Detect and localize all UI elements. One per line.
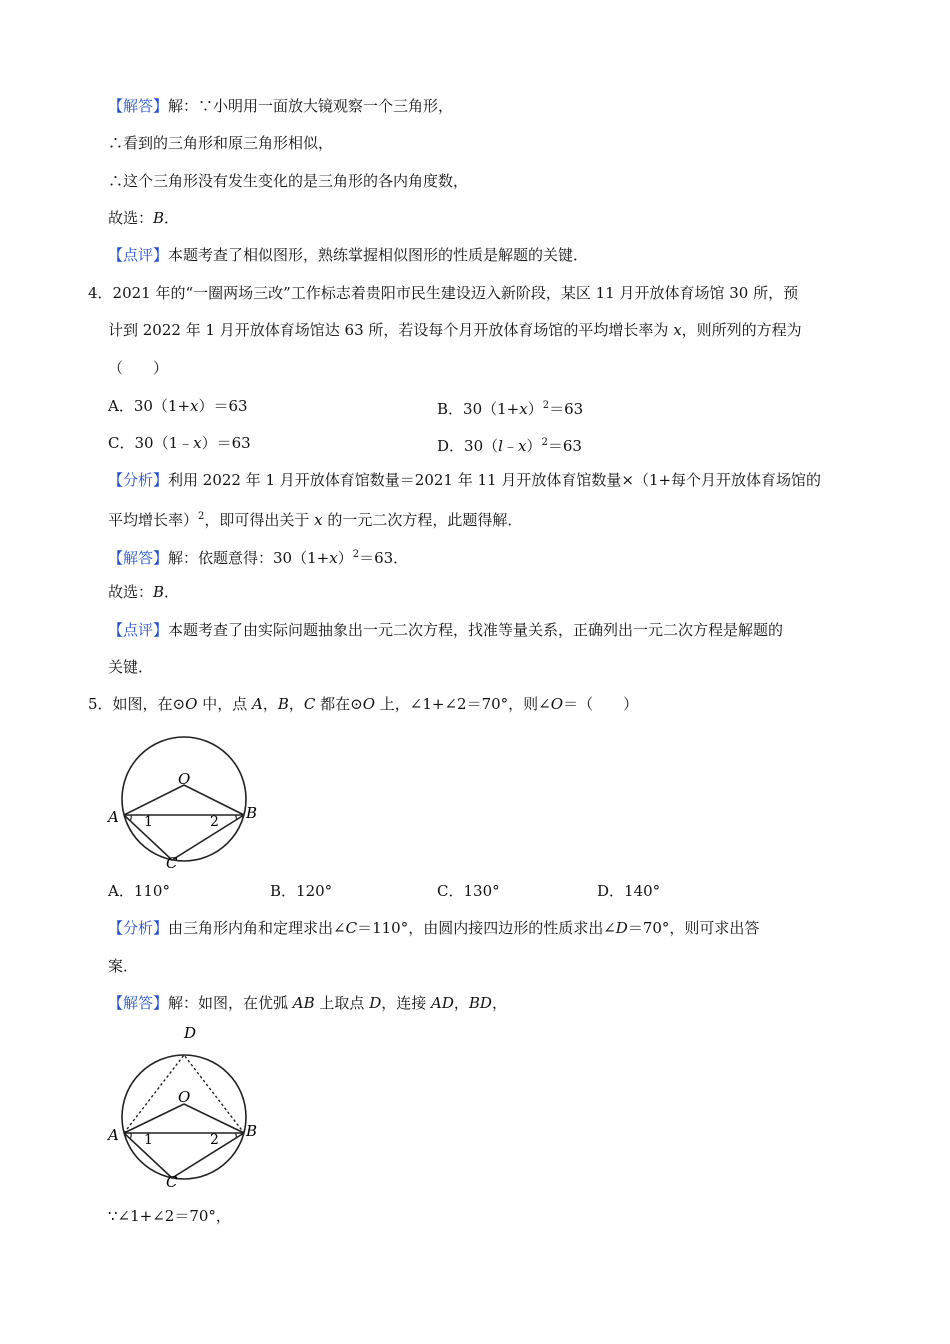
- review-text: 本题考查了相似图形，熟练掌握相似图形的性质是解题的关键．: [168, 246, 589, 264]
- stem-text: ，: [288, 695, 304, 713]
- q4-stem-text-end: ，则所列的方程为: [681, 321, 802, 339]
- choose-letter: B: [153, 583, 165, 601]
- q4-analysis-line-1: [108, 469, 821, 491]
- angle-mark-1: [130, 1133, 131, 1139]
- opt-var: x: [517, 437, 527, 455]
- opt-sup: 2: [542, 400, 550, 411]
- stem-var: O: [362, 695, 376, 713]
- q4-option-c: [108, 432, 251, 454]
- analysis-var: D: [615, 919, 628, 937]
- reason-line-2: ∴这个三角形没有发生变化的是三角形的各内角度数，: [108, 172, 469, 190]
- circle: [122, 1055, 246, 1179]
- choose-prefix: 故选：: [108, 209, 154, 227]
- opt-text: ＝63: [547, 437, 582, 455]
- answer-text: 解：依题意得：30（1+: [168, 549, 330, 567]
- choose-letter: B: [153, 209, 165, 227]
- answer-text: 解：如图，在优弧: [168, 994, 293, 1012]
- answer-var: AD: [431, 994, 454, 1012]
- opt-text: C．30（1﹣: [108, 434, 194, 452]
- answer-tag: 【解答】: [108, 97, 169, 115]
- q5-option-c: C．130°: [437, 882, 500, 900]
- q4-stem-text: 计到 2022 年 1 月开放体育场馆达 63 所，若设每个月开放体育场馆的平均增长率为: [108, 321, 674, 339]
- review-tag: 【点评】: [108, 621, 169, 639]
- stem-var: O: [185, 695, 198, 713]
- analysis-text: 由三角形内角和定理求出∠: [168, 919, 346, 937]
- reason-line-1: ∴看到的三角形和原三角形相似，: [108, 134, 334, 152]
- q5-last-line: ∵∠1+∠2＝70°，: [108, 1207, 231, 1225]
- answer-var: D: [369, 994, 382, 1012]
- opt-text: ＝63: [549, 400, 584, 418]
- answer-line: [108, 95, 453, 117]
- q4-choose-line: [108, 581, 179, 603]
- q5-option-d: D．140°: [597, 882, 661, 900]
- stem-text: ＝（ ）: [563, 695, 639, 713]
- chords-ac-bc: [124, 1133, 244, 1178]
- opt-text: ）: [526, 437, 542, 455]
- answer-text: ，: [491, 994, 507, 1012]
- stem-text: 中，点: [197, 695, 252, 713]
- opt-text: ）＝63: [198, 397, 248, 415]
- label-1: 1: [144, 1132, 153, 1148]
- opt-var: l: [498, 437, 503, 455]
- q5-analysis-line-1: [108, 917, 759, 939]
- analysis-var: C: [345, 919, 358, 937]
- q4-review-line-2: 关键．: [108, 658, 154, 676]
- choose-suffix: ．: [164, 209, 180, 227]
- opt-text: B．30（1+: [437, 400, 520, 418]
- opt-sup: 2: [541, 437, 548, 448]
- analysis-text: ＝70°，则可求出答: [627, 919, 760, 937]
- opt-var: x: [519, 400, 528, 418]
- opt-text: ）＝63: [201, 434, 251, 452]
- q5-stem: [88, 693, 638, 715]
- answer-text: ＝63．: [359, 549, 409, 567]
- stem-var: C: [303, 695, 316, 713]
- analysis-sup: 2: [198, 511, 205, 522]
- stem-var: A: [251, 695, 263, 713]
- answer-text: ，连接: [381, 994, 432, 1012]
- review-line: [108, 244, 588, 266]
- stem-text: 5．如图，在⊙: [88, 695, 186, 713]
- circle: [122, 737, 246, 861]
- analysis-tag: 【分析】: [108, 919, 169, 937]
- answer-text: 解：∵小明用一面放大镜观察一个三角形，: [168, 97, 454, 115]
- q5-analysis-line-2: 案．: [108, 957, 139, 975]
- review-tag: 【点评】: [108, 246, 169, 264]
- label-d: D: [184, 1024, 197, 1042]
- opt-var: x: [190, 397, 199, 415]
- q4-option-a: [108, 395, 248, 417]
- analysis-text: ＝110°，由圆内接四边形的性质求出∠: [357, 919, 616, 937]
- circle-figure-1: [100, 725, 270, 875]
- q4-stem-var: x: [673, 321, 682, 339]
- label-c: C: [166, 854, 178, 872]
- analysis-text: 的一元二次方程，此题得解．: [322, 511, 523, 529]
- label-2: 2: [210, 814, 219, 830]
- q4-analysis-line-2: [108, 506, 522, 531]
- stem-text: 上，∠1+∠2＝70°，则∠: [375, 695, 551, 713]
- choose-suffix: ．: [164, 583, 180, 601]
- label-c: C: [166, 1173, 178, 1191]
- label-b: B: [246, 804, 258, 822]
- opt-text: A．30（1+: [108, 397, 191, 415]
- label-o: O: [178, 1088, 191, 1106]
- opt-text: ﹣: [502, 437, 518, 455]
- label-a: A: [108, 1126, 119, 1144]
- opt-text: ）: [527, 400, 543, 418]
- answer-tag: 【解答】: [108, 994, 169, 1012]
- label-1: 1: [144, 814, 153, 830]
- q4-option-b: [437, 395, 583, 420]
- analysis-text: 利用 2022 年 1 月开放体育馆数量＝2021 年 11 月开放体育馆数量×（1+每个月开放体育场馆的: [168, 471, 822, 489]
- q4-paren: （ ）: [108, 359, 169, 377]
- label-o: O: [178, 770, 191, 788]
- q5-option-a: A．110°: [108, 882, 170, 900]
- circle-figure-2: [100, 1020, 270, 1195]
- q5-answer-line: [108, 992, 507, 1014]
- answer-text: ）: [337, 549, 353, 567]
- q5-option-b: B．120°: [270, 882, 333, 900]
- review-text: 本题考查了由实际问题抽象出一元二次方程，找准等量关系，正确列出一元二次方程是解题的: [168, 621, 784, 639]
- radii: [124, 785, 244, 815]
- label-b: B: [246, 1122, 258, 1140]
- label-a: A: [108, 808, 119, 826]
- answer-text: 上取点: [314, 994, 370, 1012]
- q4-answer-line: [108, 544, 408, 569]
- stem-var: B: [277, 695, 289, 713]
- q4-option-d: [437, 432, 582, 457]
- answer-sup: 2: [352, 549, 360, 560]
- answer-var: AB: [292, 994, 315, 1012]
- stem-text: 都在⊙: [315, 695, 363, 713]
- analysis-text: 平均增长率）: [108, 511, 199, 529]
- analysis-tag: 【分析】: [108, 471, 169, 489]
- q4-stem-line-2: [108, 319, 802, 341]
- answer-text: ，: [453, 994, 469, 1012]
- choose-prefix: 故选：: [108, 583, 154, 601]
- q4-review-line-1: [108, 619, 783, 641]
- angle-mark-1: [130, 815, 131, 821]
- q4-stem-line-1: 4．2021 年的“一圈两场三改”工作标志着贵阳市民生建设迈入新阶段，某区 11 月开放体育场馆 30 所，预: [88, 284, 799, 302]
- answer-tag: 【解答】: [108, 549, 169, 567]
- label-2: 2: [210, 1132, 219, 1148]
- chords-ac-bc: [124, 815, 244, 860]
- stem-text: ，: [262, 695, 278, 713]
- answer-var: x: [329, 549, 338, 567]
- analysis-var: x: [314, 511, 323, 529]
- opt-text: D．30（: [437, 437, 499, 455]
- stem-var: O: [550, 695, 564, 713]
- answer-var: BD: [468, 994, 492, 1012]
- analysis-text: ，即可得出关于: [204, 511, 315, 529]
- choose-line: [108, 207, 179, 229]
- radii: [124, 1104, 244, 1133]
- opt-var: x: [193, 434, 202, 452]
